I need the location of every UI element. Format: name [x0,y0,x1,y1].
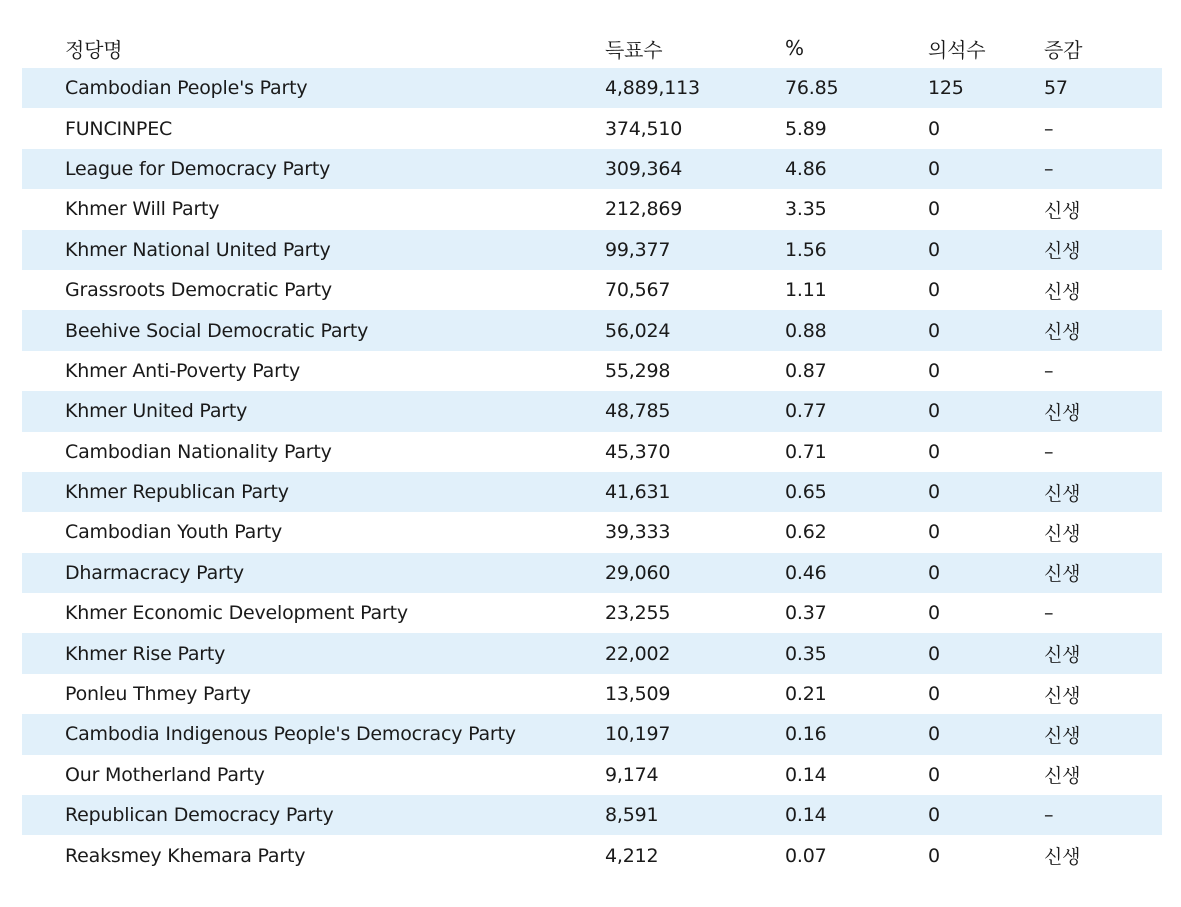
cell-seats: 0 [928,149,1044,189]
table-row [22,351,1162,391]
cell-seats: 0 [928,359,940,382]
cell-percent: 0.87 [785,359,827,382]
cell-percent: 1.56 [785,230,928,270]
header-seats: 의석수 [928,37,986,62]
cell-party: Khmer Rise Party [22,633,605,673]
cell-votes: 10,197 [605,714,785,754]
cell-percent: 0.71 [785,440,827,463]
cell-seats: 0 [928,683,940,706]
cell-change: – [1044,440,1054,463]
election-results-table [22,28,1162,876]
cell-seats: 0 [928,230,1044,270]
cell-votes: 4,212 [605,844,659,867]
cell-change: – [1044,117,1054,140]
cell-change: 신생 [1044,472,1162,512]
table-row [22,593,1162,633]
table-row [22,512,1162,552]
cell-seats: 0 [928,844,940,867]
cell-seats: 0 [928,553,1044,593]
cell-votes: 22,002 [605,633,785,673]
cell-percent: 0.16 [785,714,928,754]
cell-seats: 0 [928,117,940,140]
election-results-table-wrap [22,28,1162,876]
header-votes: 득표수 [605,37,663,62]
cell-party: Beehive Social Democratic Party [22,310,605,350]
table-row [22,108,1162,148]
table-row [22,270,1162,310]
cell-party: Cambodian People's Party [22,68,605,108]
cell-change: 57 [1044,68,1162,108]
cell-change: 신생 [1044,714,1162,754]
cell-seats: 0 [928,198,940,221]
table-row [22,149,1162,189]
cell-party: Ponleu Thmey Party [65,683,251,706]
cell-seats: 0 [928,472,1044,512]
cell-percent: 0.37 [785,602,827,625]
cell-percent: 1.11 [785,279,827,302]
table-row [22,835,1162,875]
cell-change: 신생 [1044,684,1081,707]
table-body [22,68,1162,876]
cell-change: 신생 [1044,391,1162,431]
cell-votes: 55,298 [605,359,671,382]
cell-seats: 0 [928,310,1044,350]
table-row [22,795,1162,835]
cell-party: Republican Democracy Party [22,795,605,835]
cell-percent: 0.14 [785,763,827,786]
cell-change: – [1044,602,1054,625]
cell-votes: 309,364 [605,149,785,189]
cell-percent: 0.21 [785,683,827,706]
cell-party: Khmer Economic Development Party [65,602,408,625]
header-percent: % [785,36,804,60]
cell-party: Reaksmey Khemara Party [65,844,306,867]
cell-percent: 5.89 [785,117,827,140]
table-row [22,755,1162,795]
cell-percent: 0.14 [785,795,928,835]
cell-seats: 0 [928,391,1044,431]
cell-votes: 374,510 [605,117,683,140]
cell-percent: 0.46 [785,553,928,593]
cell-party: Dharmacracy Party [22,553,605,593]
table-row [22,189,1162,229]
cell-party: Our Motherland Party [65,763,265,786]
cell-seats: 0 [928,714,1044,754]
cell-votes: 39,333 [605,521,671,544]
cell-votes: 4,889,113 [605,68,785,108]
cell-party: Grassroots Democratic Party [65,279,332,302]
cell-percent: 0.35 [785,633,928,673]
header-row [22,28,1162,68]
cell-percent: 0.07 [785,844,827,867]
cell-party: Khmer Anti-Poverty Party [65,359,301,382]
cell-percent: 0.77 [785,391,928,431]
cell-party: Khmer Republican Party [22,472,605,512]
cell-seats: 0 [928,521,940,544]
cell-percent: 76.85 [785,68,928,108]
table-row [22,68,1162,108]
cell-party: Cambodia Indigenous People's Democracy Party [22,714,605,754]
cell-votes: 212,869 [605,198,683,221]
cell-votes: 45,370 [605,440,671,463]
cell-votes: 8,591 [605,795,785,835]
table-row [22,553,1162,593]
cell-percent: 0.62 [785,521,827,544]
header-party: 정당명 [65,37,123,62]
cell-votes: 70,567 [605,279,671,302]
cell-votes: 29,060 [605,553,785,593]
table-row [22,230,1162,270]
cell-percent: 0.65 [785,472,928,512]
table-header [22,28,1162,68]
cell-party: Cambodian Nationality Party [65,440,332,463]
cell-party: FUNCINPEC [65,117,173,140]
cell-party: Khmer National United Party [22,230,605,270]
cell-seats: 0 [928,763,940,786]
cell-change: – [1044,149,1162,189]
cell-change: – [1044,359,1054,382]
table-row [22,633,1162,673]
cell-seats: 0 [928,633,1044,673]
cell-percent: 3.35 [785,198,827,221]
table-row [22,391,1162,431]
cell-votes: 56,024 [605,310,785,350]
cell-change: 신생 [1044,765,1081,788]
cell-votes: 99,377 [605,230,785,270]
header-change: 증감 [1044,37,1083,62]
cell-votes: 41,631 [605,472,785,512]
cell-seats: 0 [928,602,940,625]
cell-votes: 48,785 [605,391,785,431]
cell-party: Cambodian Youth Party [65,521,282,544]
cell-change: 신생 [1044,199,1081,222]
cell-votes: 23,255 [605,602,671,625]
table-row [22,714,1162,754]
table-row [22,310,1162,350]
cell-seats: 0 [928,795,1044,835]
cell-seats: 0 [928,279,940,302]
cell-party: League for Democracy Party [22,149,605,189]
cell-change: 신생 [1044,633,1162,673]
table-row [22,472,1162,512]
cell-party: Khmer Will Party [65,198,220,221]
cell-percent: 0.88 [785,310,928,350]
cell-party: Khmer United Party [22,391,605,431]
cell-percent: 4.86 [785,149,928,189]
cell-seats: 125 [928,68,1044,108]
cell-votes: 9,174 [605,763,659,786]
cell-change: 신생 [1044,846,1081,869]
cell-seats: 0 [928,440,940,463]
table-row [22,432,1162,472]
table-row [22,674,1162,714]
cell-change: 신생 [1044,310,1162,350]
cell-change: 신생 [1044,230,1162,270]
cell-change: 신생 [1044,280,1081,303]
cell-change: 신생 [1044,522,1081,545]
cell-change: – [1044,795,1162,835]
cell-votes: 13,509 [605,683,671,706]
cell-change: 신생 [1044,553,1162,593]
